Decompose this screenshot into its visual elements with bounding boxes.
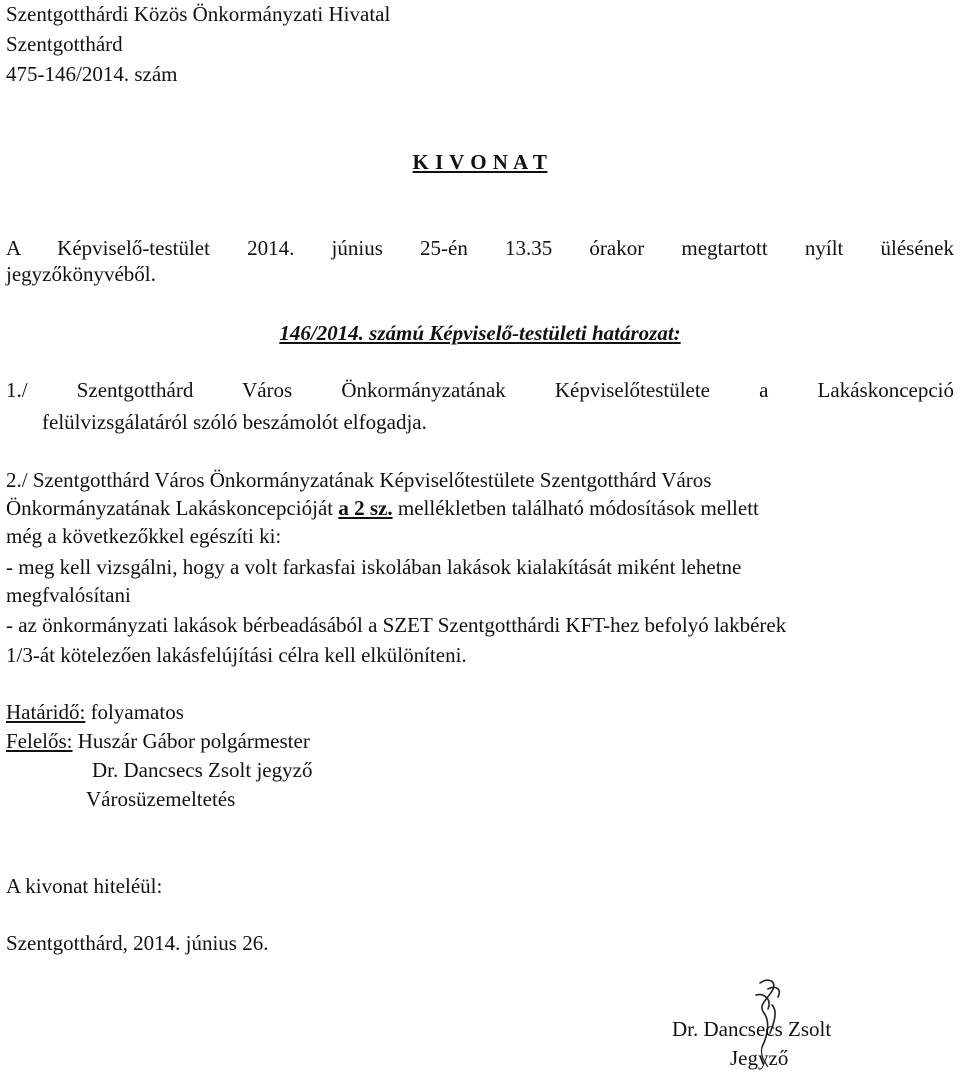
office-name: Szentgotthárdi Közös Önkormányzati Hivatal <box>6 2 391 26</box>
point-2-line-1: 2./ Szentgotthárd Város Önkormányzatának Képviselőtestülete Szentgotthárd Város <box>6 468 712 492</box>
responsible-value: Huszár Gábor polgármester <box>72 729 310 753</box>
certification-label: A kivonat hiteléül: <box>6 874 163 898</box>
bullet-2-line-1: - az önkormányzati lakások bérbeadásából a SZET Szentgotthárdi KFT-hez befolyó lakbérek <box>6 613 787 637</box>
annex-reference: a 2 sz. <box>338 496 393 520</box>
responsible <box>6 729 310 754</box>
point-2-line-3: még a következőkkel egészíti ki: <box>6 524 282 548</box>
document-title: K I V O N A T <box>412 150 548 174</box>
responsible-label: Felelős: <box>6 729 73 753</box>
responsible-extra-1: Dr. Dancsecs Zsolt jegyző <box>92 758 313 782</box>
intro-line-1: A Képviselő-testület 2014. június 25-én 13.35 órakor megtartott nyílt ülésének <box>6 236 954 260</box>
point-2-line-2 <box>6 496 759 521</box>
place-and-date: Szentgotthárd, 2014. június 26. <box>6 931 269 955</box>
deadline-label: Határidő: <box>6 700 86 724</box>
deadline <box>6 700 184 725</box>
reference-number: 475-146/2014. szám <box>6 62 178 86</box>
point-2-line-2-start: Önkormányzatának Lakáskoncepcióját <box>6 496 339 520</box>
point-1-line-2: felülvizsgálatáról szóló beszámolót elfogadja. <box>42 410 427 434</box>
deadline-value: folyamatos <box>85 700 184 724</box>
bullet-1-line-2: megfvalósítani <box>6 583 131 607</box>
responsible-extra-2: Városüzemeltetés <box>86 787 236 811</box>
signatory-name: Dr. Dancsecs Zsolt <box>672 1017 832 1041</box>
point-2-line-2-end: mellékletben található módosítások mellett <box>392 496 759 520</box>
point-1-line-1: 1./ Szentgotthárd Város Önkormányzatának Képviselőtestülete a Lakáskoncepció <box>6 378 954 402</box>
bullet-2-line-2: 1/3-át kötelezően lakásfelújítási célra kell elkülöníteni. <box>6 643 467 667</box>
resolution-title: 146/2014. számú Képviselő-testületi határozat: <box>279 321 681 345</box>
office-city: Szentgotthárd <box>6 32 123 56</box>
bullet-1-line-1: - meg kell vizsgálni, hogy a volt farkasfai iskolában lakások kialakítását miként lehetne <box>6 555 742 579</box>
intro-line-2: jegyzőkönyvéből. <box>6 262 156 286</box>
signatory-title: Jegyző <box>730 1046 789 1070</box>
